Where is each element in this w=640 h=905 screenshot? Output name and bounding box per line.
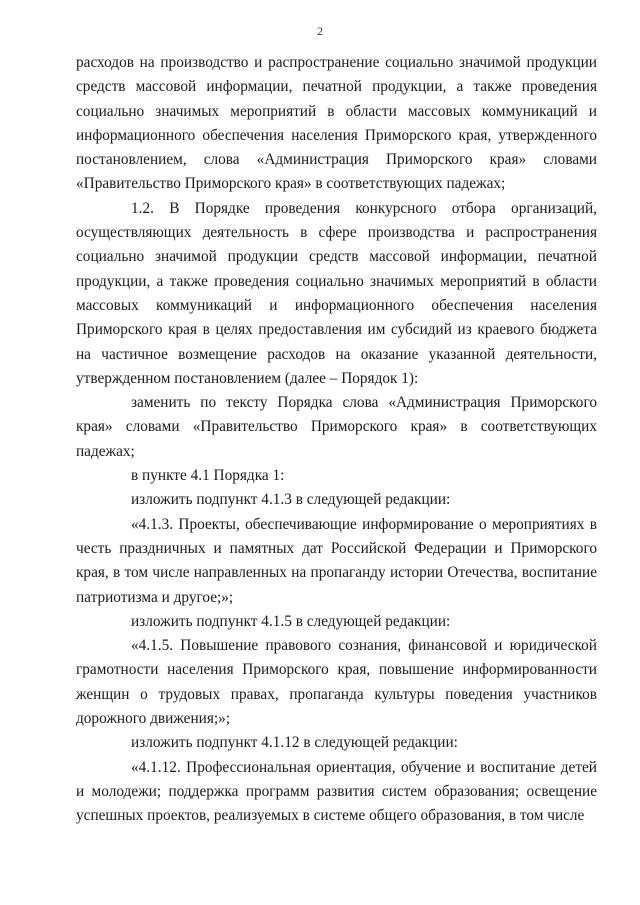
paragraph-1-2: 1.2. В Порядке проведения конкурсного отбора организаций, осуществляющих деятельность в сфере производства и распространения социально значимой продукции средств массовой информации, печатной продукции, а также проведения социально значимых мероприятий в области массовых коммуникаций и информационного обеспечения населения Приморского края в целях предоставления им субсидий из краевого бюджета на частичное возмещение расходов на оказание указанной деятельности, утвержденном постановлением (далее – Порядок 1): [76,199,597,387]
paragraph-amend-4-1-3: изложить подпункт 4.1.3 в следующей редакции: [131,491,451,509]
paragraph-point-4-1: в пункте 4.1 Порядка 1: [131,467,285,485]
paragraph-text-4-1-12: «4.1.12. Профессиональная ориентация, обучение и воспитание детей и молодежи; поддержка программ развития систем образования; освещение успешных проектов, реализуемых в системе общего образования, в том числе [76,758,597,825]
page-number: 2 [317,24,323,38]
document-body [76,51,597,829]
paragraph-text-4-1-5: «4.1.5. Повышение правового сознания, финансовой и юридической грамотности населения Приморского края, повышение информированности женщин о трудовых правах, пропаганда культуры поведения участников дорожного движения;»; [76,637,597,728]
paragraph-continuation: расходов на производство и распространение социально значимой продукции средств массовой информации, печатной продукции, а также проведения социально значимых мероприятий в области массовых коммуникаций и информационного обеспечения населения Приморского края, утвержденного постановлением, слова «Администрация Приморского края» словами «Правительство Приморского края» в соответствующих падежах; [76,54,597,193]
paragraph-text-4-1-3: «4.1.3. Проекты, обеспечивающие информирование о мероприятиях в честь праздничных и памятных дат Российской Федерации и Приморского края, в том числе направленных на пропаганду истории Отечества, воспитание патриотизма и другое;»; [76,515,597,606]
paragraph-replace-words: заменить по тексту Порядка слова «Администрация Приморского края» словами «Правительство Приморского края» в соответствующих падежах; [76,394,597,460]
paragraph-amend-4-1-12: изложить подпункт 4.1.12 в следующей редакции: [131,734,458,752]
paragraph-amend-4-1-5: изложить подпункт 4.1.5 в следующей редакции: [131,612,451,630]
